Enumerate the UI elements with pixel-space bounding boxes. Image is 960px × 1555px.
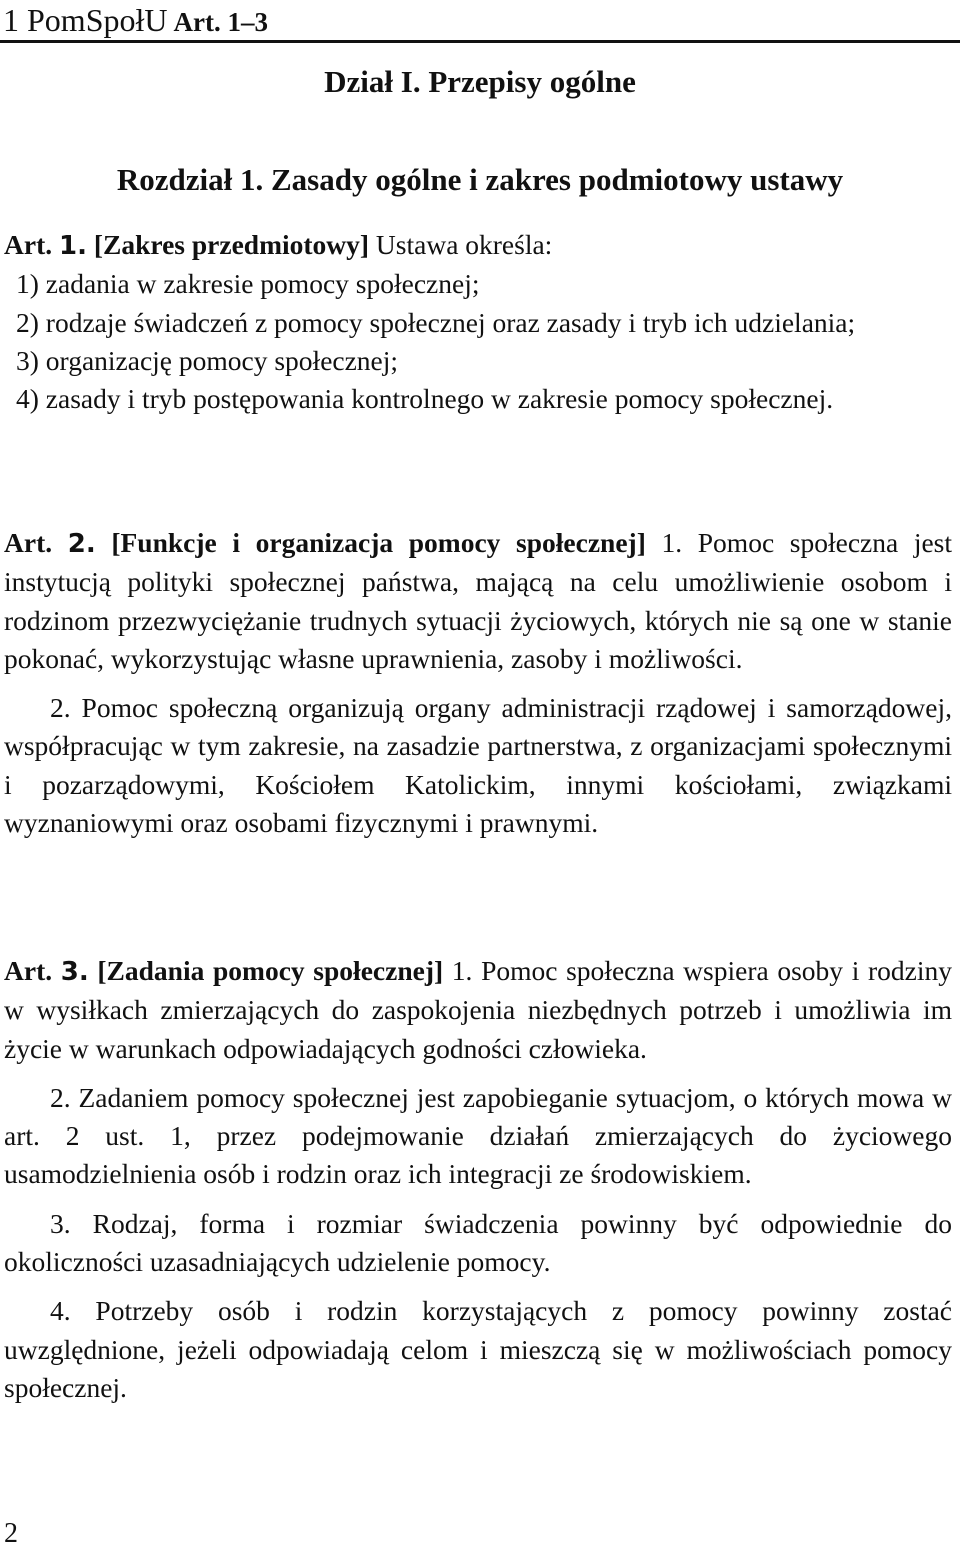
article-3-paragraph-3: 3. Rodzaj, forma i rozmiar świadczenia powinny być odpowiednie do okoliczności uzasadniających udzielenie pomocy. [4,1207,952,1278]
article-3-number: 3. [60,957,89,987]
article-3 [4,952,952,1407]
article-1-intro [4,226,952,265]
article-2-number: 2. [67,529,96,559]
article-2-prefix: Art. [4,527,68,558]
article-1-intro-text: Ustawa określa: [375,229,553,260]
division-title: Dział I. Przepisy ogólne [324,64,636,99]
article-2 [4,524,952,842]
header-rule [0,40,960,43]
article-1-prefix: Art. [4,229,59,260]
article-1-item: 4) zasady i tryb postępowania kontrolnego w zakresie pomocy społecznej. [16,383,834,415]
article-2-paragraph-1 [4,524,952,678]
chapter-title: Rozdział 1. Zasady ogólne i zakres podmiotowy ustawy [116,162,844,197]
article-1-item: 1) zadania w zakresie pomocy społecznej; [16,268,480,300]
article-3-paragraph-4: 4. Potrzeby osób i rodzin korzystających z pomocy powinny zostać uwzględnione, jeżeli odpowiadają celom i mieszczą się w możliwościach pomocy społecznej. [4,1295,952,1403]
article-1-heading: [Zakres przedmiotowy] [93,229,370,260]
running-head [3,2,268,40]
article-3-paragraph-1 [4,952,952,1068]
article-2-heading: [Funkcje i organizacja pomocy społecznej] [111,527,646,558]
article-1-item: 3) organizację pomocy społecznej; [16,344,399,376]
article-1-item: 2) rodzaje świadczeń z pomocy społecznej oraz zasady i tryb ich udzielania; [16,306,856,338]
article-3-heading: [Zadania pomocy społecznej] [97,955,444,986]
article-1 [4,226,952,418]
page-number: 2 [4,1518,18,1549]
article-3-paragraph-2: 2. Zadaniem pomocy społecznej jest zapobieganie sytuacjom, o których mowa w art. 2 ust. 1, przez podejmowanie działań zmierzających do życiowego usamodzielnienia osób i rodzin oraz ich integracji ze środowiskiem. [4,1081,952,1190]
running-title: 1 PomSpołU [3,2,168,38]
article-range: Art. 1–3 [173,7,268,37]
article-2-paragraph-text: 1. Pomoc społeczna jest instytucją polityki społecznej państwa, mającą na celu umożliwienie osobom i rodzinom przezwyciężanie trudnych sytuacji życiowych, których nie są one w stanie pokonać, wykorzystując własne uprawnienia, zasoby i możliwości. [4,527,953,674]
article-2-paragraph-2: 2. Pomoc społeczną organizują organy administracji rządowej i samorządowej, współpracując w tym zakresie, na zasadzie partnerstwa, z organizacjami społecznymi i pozarządowymi, Kościołem Katolickim, innymi kościołami, związkami wyznaniowymi oraz osobami fizycznymi i prawnymi. [4,692,952,839]
article-1-number: 1. [58,231,87,261]
article-3-paragraph-text: 1. Pomoc społeczna wspiera osoby i rodziny w wysiłkach zmierzających do zaspokojenia niezbędnych potrzeb i umożliwia im życie w warunkach odpowiadających godności człowieka. [4,955,952,1064]
article-3-prefix: Art. [4,955,61,986]
